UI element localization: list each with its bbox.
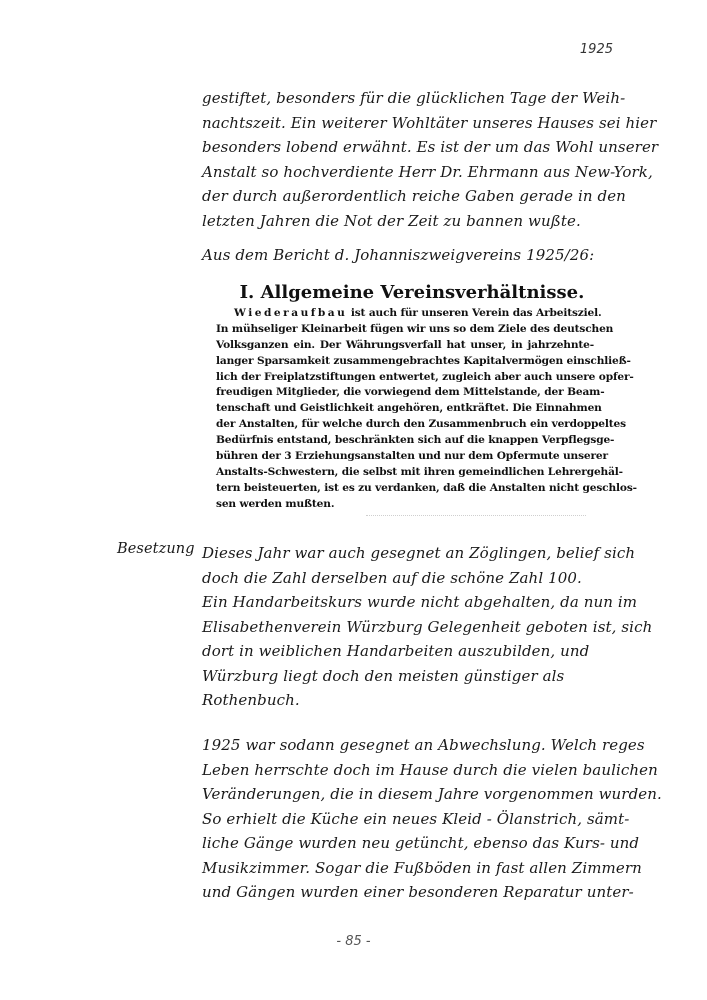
clipping-line: Volksganzen ein. Der Währungsverfall hat unser, in jahrzehnte- (216, 338, 594, 351)
text-line: Veränderungen, die in diesem Jahre vorgenommen wurden. (202, 785, 662, 803)
text-line: der durch außerordentlich reiche Gaben gerade in den (202, 187, 626, 205)
text-line: nachtszeit. Ein weiterer Wohltäter unseres Hauses sei hier (202, 113, 657, 132)
clipping-cut-edge (366, 515, 586, 522)
margin-label: Besetzung (117, 541, 195, 557)
clipping-line: tern beisteuerten, ist es zu verdanken, daß die Anstalten nicht geschlos- (216, 481, 637, 494)
clipping-first-word: Wiederaufbau (234, 307, 348, 319)
text-line: Rothenbuch. (202, 691, 300, 709)
clipping-title: I. Allgemeine Vereinsverhältnisse. (239, 282, 585, 303)
text-line: So erhielt die Küche ein neues Kleid - Ölanstrich, sämt- (202, 809, 630, 828)
text-line: Dieses Jahr war auch gesegnet an Zöglingen, belief sich (202, 544, 636, 562)
text-line: Würzburg liegt doch den meisten günstiger als (202, 666, 565, 685)
text-line: Musikzimmer. Sogar die Fußböden in fast allen Zimmern (202, 858, 642, 877)
paragraph-renovations (202, 733, 662, 905)
clipping-first-line-rest: ist auch für unseren Verein das Arbeitsziel. (347, 307, 602, 319)
text-line: doch die Zahl derselben auf die schöne Zahl 100. (202, 568, 582, 587)
clipping-line: In mühseliger Kleinarbeit fügen wir uns so dem Ziele des deutschen (216, 322, 614, 335)
clipping-line: langer Sparsamkeit zusammengebrachtes Kapitalvermögen einschließ- (216, 354, 631, 367)
clipping-line: lich der Freiplatzstiftungen entwertet, zugleich aber auch unsere opfer- (216, 370, 634, 383)
report-intro: Aus dem Bericht d. Johanniszweigvereins 1925/26: (202, 246, 595, 264)
clipping-line: der Anstalten, für welche durch den Zusammenbruch ein verdoppeltes (216, 418, 626, 431)
text-line: besonders lobend erwähnt. Es ist der um das Wohl unserer (202, 138, 659, 156)
text-line: letzten Jahren die Not der Zeit zu bannen wußte. (202, 211, 581, 230)
page-number: - 85 - (336, 934, 371, 949)
clipping-line: Bedürfnis entstand, beschränkten sich auf die knappen Verpflegsge- (216, 434, 615, 447)
header-year: 1925 (579, 42, 613, 57)
clipping-line: freudigen Mitglieder, die vorwiegend dem Mittelstande, der Beam- (216, 386, 605, 399)
clipping-line: Anstalts-Schwestern, die selbst mit ihren gemeindlichen Lehrergehäl- (216, 465, 623, 478)
clipping-line: bühren der 3 Erziehungsanstalten und nur dem Opfermute unserer (216, 450, 608, 463)
clipping-line (216, 306, 602, 322)
clipping-line: tenschaft und Geistlichkeit angehören, entkräftet. Die Einnahmen (216, 402, 602, 415)
text-line: liche Gänge wurden neu getüncht, ebenso das Kurs- und (202, 834, 640, 852)
text-line: und Gängen wurden einer besonderen Reparatur unter- (202, 883, 634, 901)
text-line: Ein Handarbeitskurs wurde nicht abgehalten, da nun im (202, 593, 638, 611)
text-line: dort in weiblichen Handarbeiten auszubilden, und (202, 642, 590, 660)
paragraph-occupancy (202, 541, 652, 713)
text-line: Anstalt so hochverdiente Herr Dr. Ehrmann aus New-York, (202, 162, 653, 181)
text-line: Elisabethenverein Würzburg Gelegenheit geboten ist, sich (202, 617, 653, 636)
clipping-line: sen werden mußten. (216, 497, 335, 510)
text-line: gestiftet, besonders für die glücklichen Tage der Weih- (202, 89, 626, 107)
printed-clipping (216, 280, 637, 522)
text-line: Leben herrschte doch im Hause durch die vielen baulichen (202, 760, 658, 779)
text-line: 1925 war sodann gesegnet an Abwechslung. Welch reges (202, 736, 645, 754)
paragraph-donors (202, 86, 658, 233)
